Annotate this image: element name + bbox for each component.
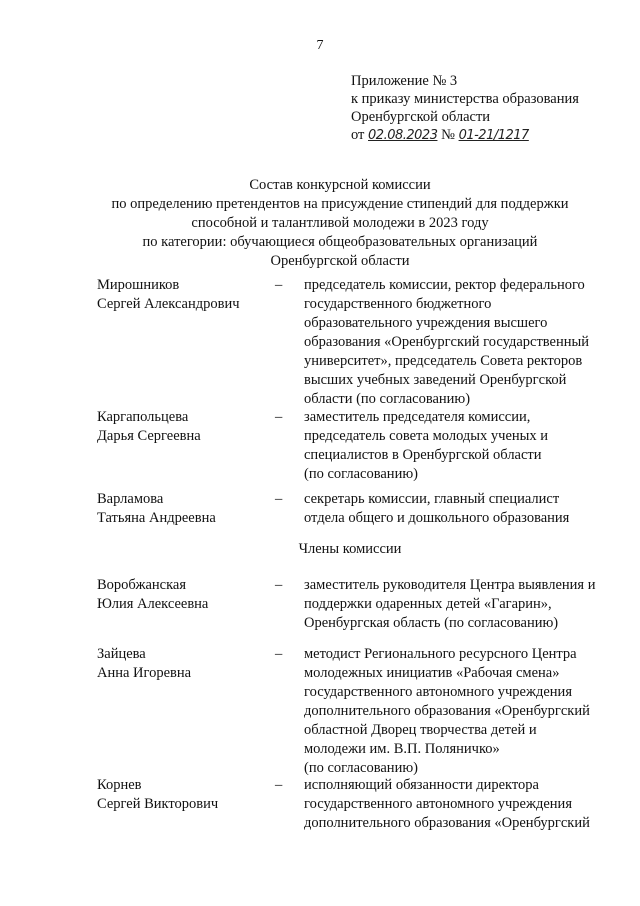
member-role — [304, 276, 604, 409]
member-name — [97, 490, 267, 528]
role-line: государственного автономного учреждения — [304, 684, 572, 700]
role-line: заместитель председателя комиссии, — [304, 409, 531, 425]
role-line: дополнительного образования «Оренбургский — [304, 815, 590, 831]
member-name — [97, 776, 267, 814]
role-line: исполняющий обязанности директора — [304, 777, 539, 793]
role-line: (по согласованию) — [304, 760, 418, 776]
role-line: Оренбургская область (по согласованию) — [304, 615, 559, 631]
page-number: 7 — [316, 38, 324, 53]
member-given-names: Татьяна Андреевна — [97, 510, 216, 526]
handwritten-number: 01-21/1217 — [458, 128, 529, 143]
dash-separator: – — [275, 409, 283, 425]
role-line: поддержки одаренных детей «Гагарин», — [304, 596, 552, 612]
title-line-2: по определению претендентов на присуждение стипендий для поддержки — [111, 196, 569, 212]
appendix-block — [351, 72, 579, 145]
role-line: молодежи им. В.П. Поляничко» — [304, 741, 500, 757]
appendix-order-ref: к приказу министерства образования — [351, 91, 579, 107]
role-line: высших учебных заведений Оренбургской — [304, 372, 567, 388]
title-line-5: Оренбургской области — [270, 253, 410, 269]
appendix-region: Оренбургской области — [351, 109, 491, 125]
member-given-names: Сергей Александрович — [97, 296, 240, 312]
role-line: методист Регионального ресурсного Центра — [304, 646, 577, 662]
role-line: областной Дворец творчества детей и — [304, 722, 537, 738]
number-label: № — [441, 127, 455, 143]
dash-separator: – — [275, 491, 283, 507]
handwritten-date: 02.08.2023 — [368, 128, 438, 143]
member-surname: Зайцева — [97, 646, 146, 662]
role-line: (по согласованию) — [304, 466, 418, 482]
member-role — [304, 576, 604, 633]
member-role — [304, 490, 604, 528]
role-line: образования «Оренбургский государственный — [304, 334, 590, 350]
member-name — [97, 576, 267, 614]
member-name — [97, 276, 267, 314]
role-line: отдела общего и дошкольного образования — [304, 510, 570, 526]
dash-separator: – — [275, 777, 283, 793]
member-given-names: Юлия Алексеевна — [97, 596, 209, 612]
member-role — [304, 776, 604, 833]
member-name — [97, 645, 267, 683]
dash-separator: – — [275, 577, 283, 593]
role-line: специалистов в Оренбургской области — [304, 447, 542, 463]
member-surname: Каргапольцева — [97, 409, 189, 425]
role-line: образовательного учреждения высшего — [304, 315, 548, 331]
member-surname: Корнев — [97, 777, 142, 793]
role-line: председатель комиссии, ректор федерального — [304, 277, 585, 293]
role-line: дополнительного образования «Оренбургский — [304, 703, 590, 719]
role-line: молодежных инициатив «Рабочая смена» — [304, 665, 560, 681]
member-role — [304, 645, 604, 778]
role-line: государственного автономного учреждения — [304, 796, 572, 812]
dash-separator: – — [275, 277, 283, 293]
role-line: университет», председатель Совета ректоров — [304, 353, 583, 369]
role-line: секретарь комиссии, главный специалист — [304, 491, 560, 507]
role-line: председатель совета молодых ученых и — [304, 428, 549, 444]
dash-separator: – — [275, 646, 283, 662]
title-line-3: способной и талантливой молодежи в 2023 году — [191, 215, 489, 231]
member-role — [304, 408, 604, 484]
member-surname: Мирошников — [97, 277, 180, 293]
member-name — [97, 408, 267, 446]
member-surname: Воробжанская — [97, 577, 187, 593]
title-line-4: по категории: обучающиеся общеобразовательных организаций — [142, 234, 538, 250]
from-label: от — [351, 127, 365, 143]
members-heading: Члены комиссии — [298, 541, 402, 557]
member-given-names: Сергей Викторович — [97, 796, 219, 812]
role-line: государственного бюджетного — [304, 296, 492, 312]
document-title — [80, 176, 600, 271]
title-line-1: Состав конкурсной комиссии — [249, 177, 431, 193]
member-given-names: Дарья Сергеевна — [97, 428, 201, 444]
member-surname: Варламова — [97, 491, 164, 507]
role-line: области (по согласованию) — [304, 391, 471, 407]
appendix-title: Приложение № 3 — [351, 73, 458, 89]
role-line: заместитель руководителя Центра выявления и — [304, 577, 596, 593]
member-given-names: Анна Игоревна — [97, 665, 192, 681]
appendix-date-number-line — [351, 126, 579, 145]
